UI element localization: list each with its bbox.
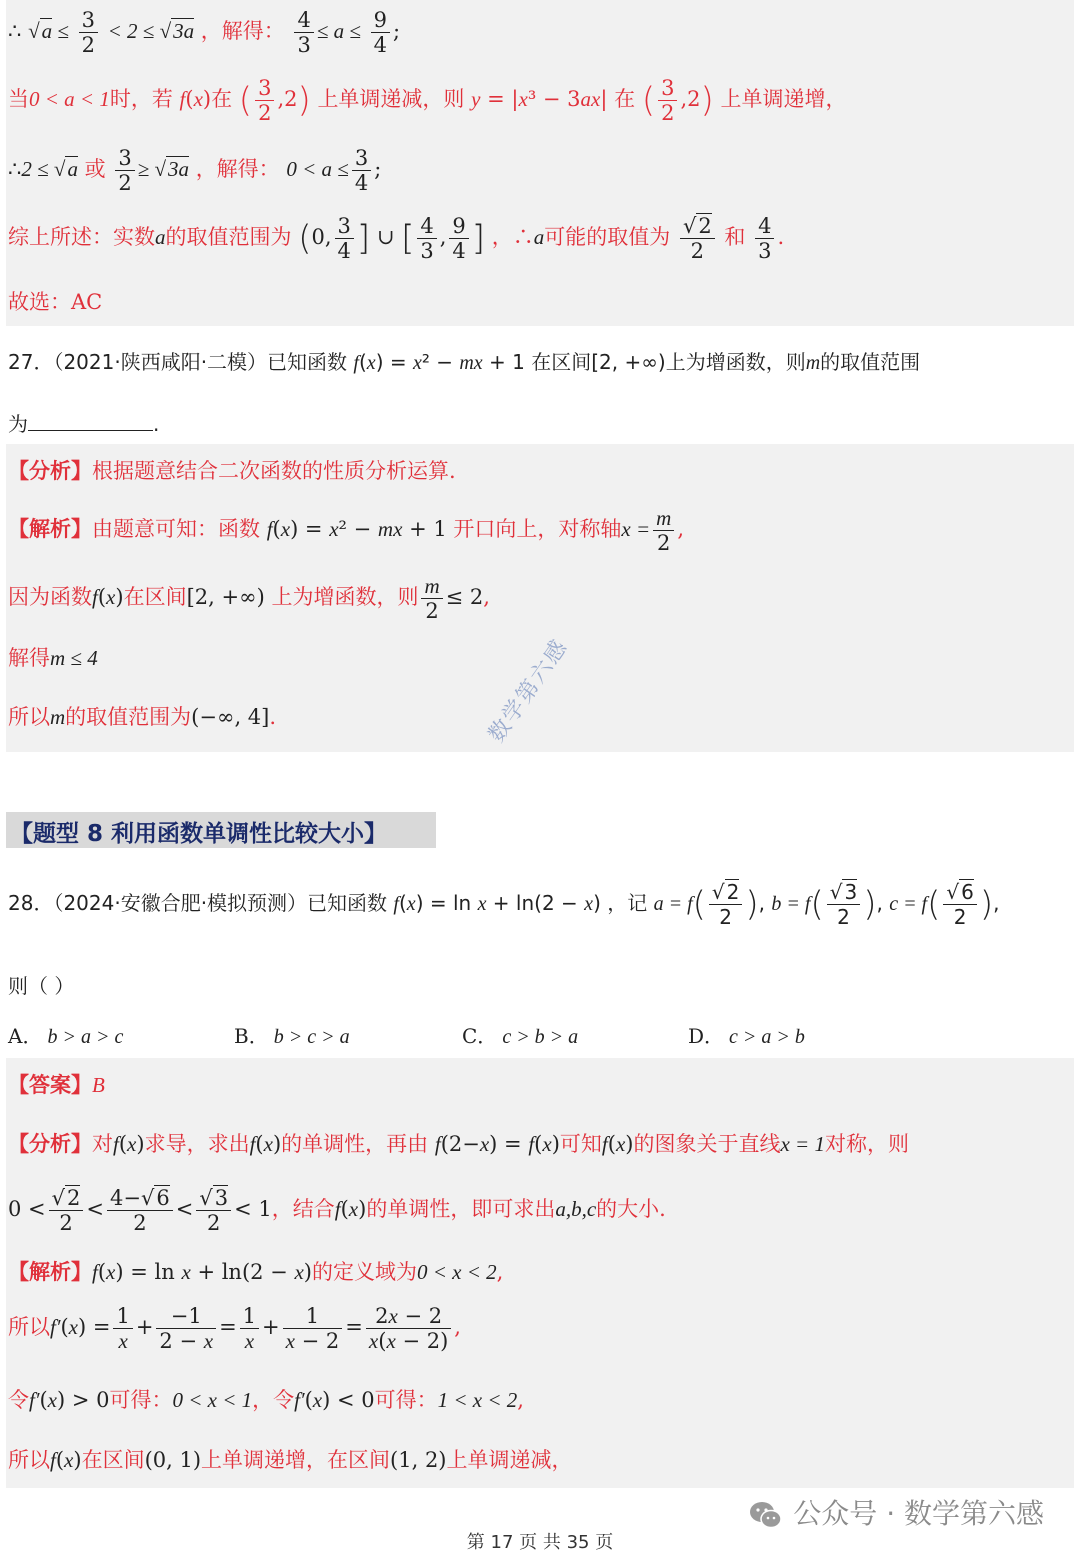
q27-solution-2: 因为函数f(x)在区间[2, +∞) 上为增函数，则 $\frac{m}{2}$ ≤ 2, bbox=[8, 574, 490, 623]
choice-c[interactable]: C． c > b > a bbox=[462, 1024, 579, 1048]
wechat-icon bbox=[749, 1500, 783, 1530]
prev-line-1: ∴ √a ≤ $\frac{3}{2}$ < 2 ≤ √3a ，解得： $\frac{4}{3}$ ≤ a ≤ $\frac{9}{4}$ ; bbox=[8, 8, 401, 57]
q28-answer: 【答案】B bbox=[8, 1072, 105, 1097]
prev-line-4: 综上所述：实数a的取值范围为 (0, $\frac{3}{4}$ ] ∪ [ $\frac{4}{3}$ , $\frac{9}{4}$ ] ，∴a可能的取值为 $\frac{√2}{2}$ 和 $\frac{4}{3}$ . bbox=[8, 214, 785, 263]
q28-solution-3: 令f′(x) > 0可得：0 < x < 1，令f′(x) < 0可得：1 < x < 2, bbox=[8, 1388, 524, 1412]
q28-solution-1: 【解析】f(x) = ln x + ln(2 − x)的定义域为0 < x < 2, bbox=[8, 1259, 504, 1284]
prev-line-3: ∴2 ≤ √a 或 $\frac{3}{2}$ ≥ √3a ，解得： 0 < a ≤ $\frac{3}{4}$ ; bbox=[8, 146, 382, 195]
choice-b[interactable]: B． b > c > a bbox=[234, 1024, 350, 1048]
watermark: 数学第六感 bbox=[484, 634, 574, 748]
q28-analysis-2: 0 < $\frac{√2}{2}$ < $\frac{4-√6}{2}$ < $\frac{√3}{2}$ < 1，结合f(x)的单调性，即可求出a,b,c的大小. bbox=[8, 1186, 666, 1235]
q28-analysis-1: 【分析】对f(x)求导，求出f(x)的单调性，再由 f(2−x) = f(x)可知f(x)的图象关于直线x = 1对称，则 bbox=[8, 1131, 909, 1156]
q27-solution-3: 解得m ≤ 4 bbox=[8, 646, 98, 670]
page-number: 第 17 页 共 35 页 bbox=[466, 1532, 614, 1553]
choice-d[interactable]: D． c > a > b bbox=[688, 1024, 805, 1048]
q27-analysis: 【分析】根据题意结合二次函数的性质分析运算. bbox=[8, 458, 456, 483]
q27-stem: 27．（2021·陕西咸阳·二模）已知函数 f(x) = x² − mx + 1 在区间[2, +∞)上为增函数，则m的取值范围 bbox=[8, 350, 921, 374]
q28-solution-4: 所以f(x)在区间(0, 1)上单调递增，在区间(1, 2)上单调递减， bbox=[8, 1448, 573, 1472]
prev-line-2: 当0 < a < 1时，若 f(x)在 ( $\frac{3}{2}$ ,2) 上单调递减，则 y = |x³ − 3ax| 在 ( $\frac{3}{2}$ ,2) 上单调递增， bbox=[8, 76, 847, 125]
q27-solution-4: 所以m的取值范围为(−∞, 4]. bbox=[8, 705, 277, 729]
q28-solution-2: 所以f′(x) = $\frac{1}{x}$ + $\frac{-1}{2 - x}$ = $\frac{1}{x}$ + $\frac{1}{x - 2}$ = $\frac{2x - 2}{x(x - 2)}$ , bbox=[8, 1304, 461, 1353]
answer-blank[interactable] bbox=[28, 410, 153, 431]
prev-line-5: 故选：AC bbox=[8, 290, 103, 314]
q28-stem-cont: 则（ ） bbox=[8, 974, 75, 998]
section-heading: 【题型 8 利用函数单调性比较大小】 bbox=[6, 812, 436, 848]
q27-solution-1: 【解析】由题意可知：函数 f(x) = x² − mx + 1 开口向上，对称轴x = $\frac{m}{2}$ , bbox=[8, 506, 685, 555]
q27-stem-cont: 为 . bbox=[8, 412, 160, 436]
choice-a[interactable]: A． b > a > c bbox=[8, 1024, 124, 1048]
q28-stem: 28．（2024·安徽合肥·模拟预测）已知函数 f(x) = ln x + ln(2 − x) ，记 a = f( $\frac{√ 2}{2}$ ), b = f( $\frac{√ 3}{2}$ ), c = f( $\frac{√ 6}{2}$ ), bbox=[8, 880, 1000, 929]
wechat-brand: 公众号 · 数学第六感 bbox=[749, 1492, 1044, 1532]
